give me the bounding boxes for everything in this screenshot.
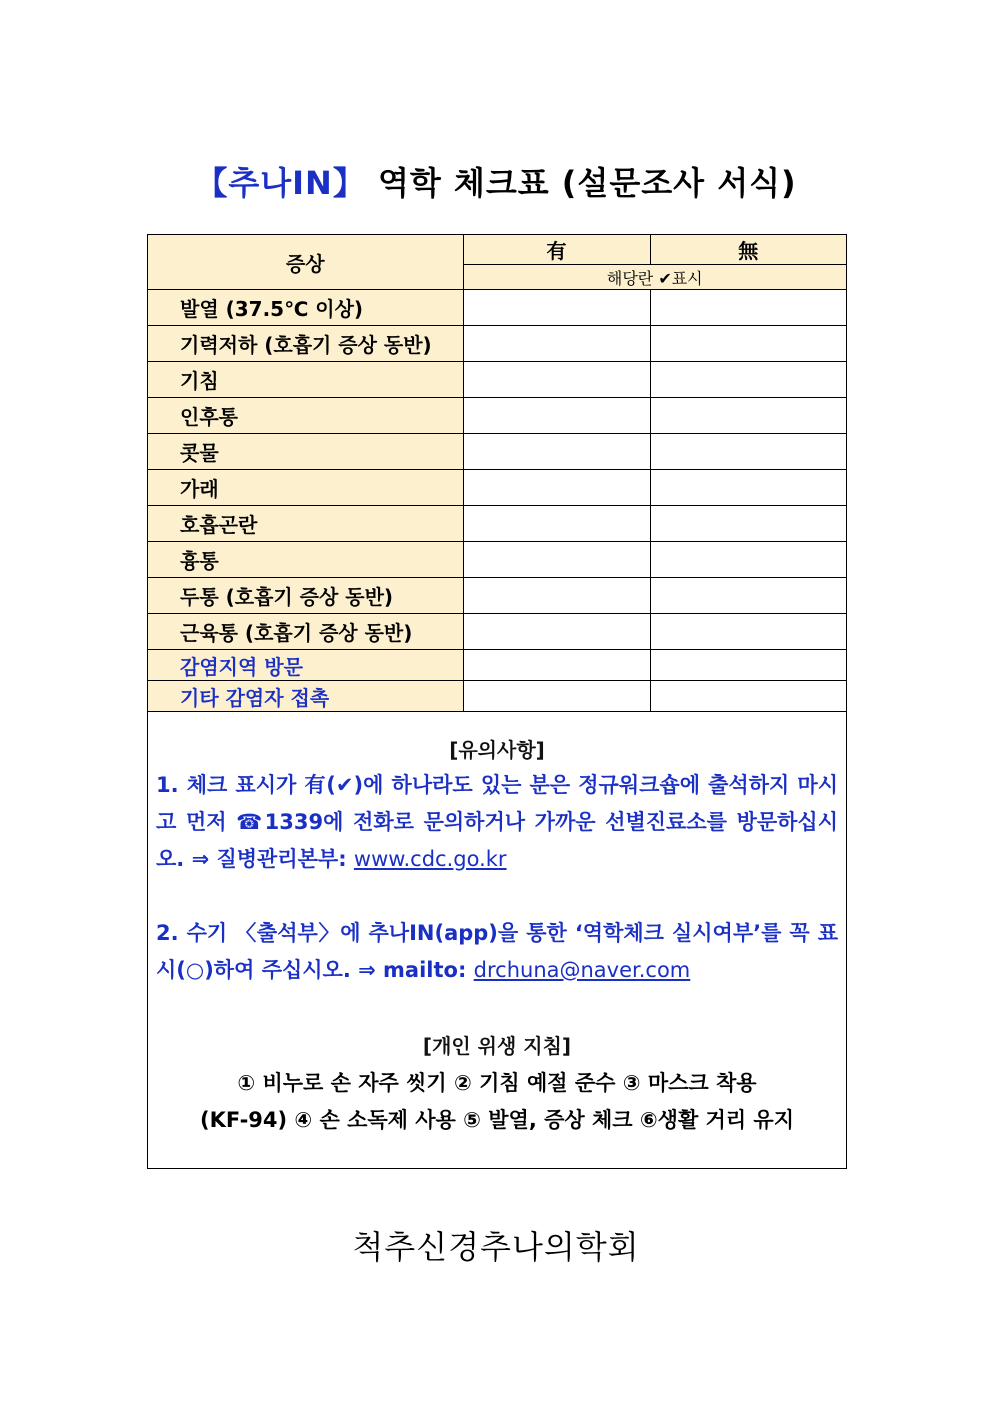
no-check-cell[interactable] [650,326,846,362]
symptom-table [148,235,846,712]
no-check-cell[interactable] [650,681,846,712]
table-row [148,362,846,398]
symptom-label: 기타 감염자 접촉 [148,681,463,712]
note-item-2-text: 2. 수기 〈출석부〉에 추나IN(app)을 통한 ‘역학체크 실시여부’를 꼭 표시(○)하여 주십시오. ⇒ mailto: [156,921,838,982]
table-row [148,434,846,470]
yes-check-cell[interactable] [463,470,650,506]
hygiene-line-1: ① 비누로 손 자주 씻기 ② 기침 예절 준수 ③ 마스크 착용 [237,1071,757,1095]
symptom-label: 콧물 [148,434,463,470]
yes-check-cell[interactable] [463,290,650,326]
header-symptom: 증상 [148,235,463,290]
table-row [148,470,846,506]
notes-section [148,709,846,1139]
no-check-cell[interactable] [650,650,846,681]
table-row [148,542,846,578]
no-check-cell[interactable] [650,434,846,470]
table-row [148,290,846,326]
hygiene-heading: [개인 위생 지침] [422,1034,572,1058]
brand-label: 【추나IN】 [195,164,366,202]
hygiene-line-2: (KF-94) ④ 손 소독제 사용 ⑤ 발열, 증상 체크 ⑥생활 거리 유지 [200,1108,794,1132]
yes-check-cell[interactable] [463,614,650,650]
no-check-cell[interactable] [650,470,846,506]
page-title [0,158,992,204]
symptom-label: 기력저하 (호흡기 증상 동반) [148,326,463,362]
table-row [148,614,846,650]
organization-name: 척추신경추나의학회 [352,1228,640,1266]
note-item-2 [148,915,846,989]
symptom-label: 가래 [148,470,463,506]
no-check-cell[interactable] [650,506,846,542]
yes-check-cell[interactable] [463,434,650,470]
title-text: 역학 체크표 (설문조사 서식) [377,164,797,202]
table-row [148,578,846,614]
yes-check-cell[interactable] [463,542,650,578]
symptom-label: 근육통 (호흡기 증상 동반) [148,614,463,650]
symptom-label: 인후통 [148,398,463,434]
header-no: 無 [650,235,846,265]
no-check-cell[interactable] [650,362,846,398]
notes-heading: [유의사항] [449,738,545,762]
no-check-cell[interactable] [650,578,846,614]
yes-check-cell[interactable] [463,398,650,434]
no-check-cell[interactable] [650,542,846,578]
table-row [148,326,846,362]
no-check-cell[interactable] [650,614,846,650]
yes-check-cell[interactable] [463,650,650,681]
yes-check-cell[interactable] [463,578,650,614]
cdc-link[interactable]: www.cdc.go.kr [353,847,507,871]
symptom-label: 흉통 [148,542,463,578]
email-link[interactable]: drchuna@naver.com [473,958,691,982]
table-row [148,506,846,542]
header-yes: 有 [463,235,650,265]
no-check-cell[interactable] [650,290,846,326]
table-row [148,650,846,681]
symptom-label: 감염지역 방문 [148,650,463,681]
symptom-label: 발열 (37.5℃ 이상) [148,290,463,326]
table-row [148,398,846,434]
yes-check-cell[interactable] [463,506,650,542]
yes-check-cell[interactable] [463,681,650,712]
symptom-label: 두통 (호흡기 증상 동반) [148,578,463,614]
note-item-1-text: 1. 체크 표시가 有(✔)에 하나라도 있는 분은 정규워크숍에 출석하지 마시고 먼저 ☎1339에 전화로 문의하거나 가까운 선별진료소를 방문하십시오. ⇒ 질병관리본부: [156,773,838,871]
no-check-cell[interactable] [650,398,846,434]
symptom-label: 기침 [148,362,463,398]
yes-check-cell[interactable] [463,362,650,398]
checklist-form [147,234,847,1169]
symptom-label: 호흡곤란 [148,506,463,542]
table-row [148,681,846,712]
yes-check-cell[interactable] [463,326,650,362]
note-item-1 [148,767,846,878]
header-instruction: 해당란 ✔표시 [463,265,846,290]
